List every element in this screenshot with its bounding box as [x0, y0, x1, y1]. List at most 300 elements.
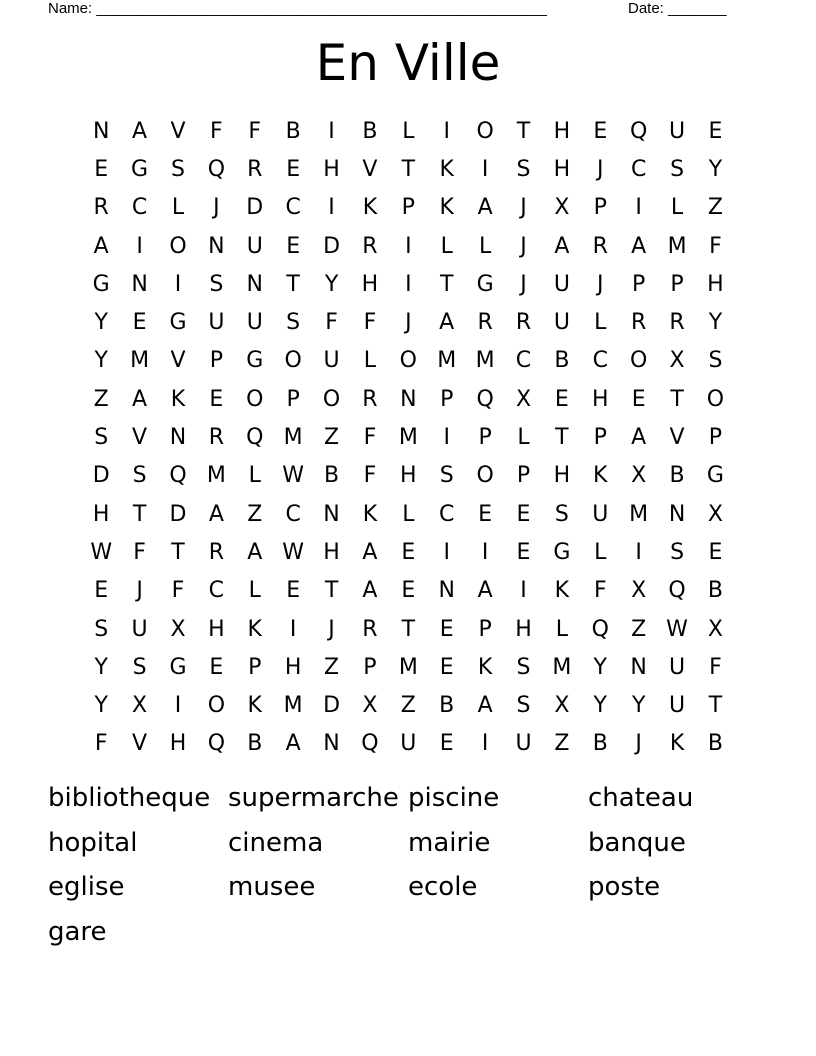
grid-cell: E: [593, 118, 608, 144]
grid-cell: S: [516, 693, 531, 719]
grid-cell: L: [248, 578, 261, 604]
grid-cell: M: [475, 348, 495, 374]
grid-cell: F: [709, 654, 722, 680]
grid-cell: Z: [631, 616, 647, 642]
grid-cell: X: [554, 693, 570, 719]
grid-cell: R: [247, 156, 263, 182]
grid-cell: E: [516, 501, 531, 527]
grid-cell: X: [170, 616, 186, 642]
grid-cell: A: [477, 195, 493, 221]
grid-cell: K: [247, 616, 262, 642]
grid-cell: H: [515, 616, 532, 642]
grid-cell: X: [631, 463, 647, 489]
grid-cell: U: [669, 654, 686, 680]
grid-cell: J: [520, 195, 527, 221]
grid-cell: I: [481, 156, 489, 182]
grid-cell: A: [285, 731, 301, 757]
grid-cell: C: [285, 195, 301, 221]
grid-cell: H: [169, 731, 187, 757]
grid-cell: S: [170, 156, 185, 182]
grid-cell: P: [286, 386, 300, 412]
grid-cell: I: [520, 578, 527, 604]
grid-cell: R: [631, 310, 647, 336]
grid-cell: F: [210, 118, 223, 144]
grid-cell: X: [669, 348, 685, 374]
grid-cell: T: [670, 386, 684, 412]
grid-cell: E: [94, 156, 109, 182]
grid-cell: S: [94, 616, 109, 642]
grid-cell: E: [631, 386, 646, 412]
grid-cell: Q: [668, 578, 686, 604]
grid-cell: M: [130, 348, 150, 374]
grid-cell: E: [439, 731, 454, 757]
grid-cell: T: [401, 616, 416, 642]
grid-cell: B: [323, 463, 340, 489]
grid-cell: S: [209, 271, 224, 297]
grid-cell: F: [363, 463, 377, 489]
grid-cell: L: [594, 539, 607, 565]
grid-cell: A: [439, 310, 455, 336]
grid-cell: C: [592, 348, 608, 374]
grid-cell: D: [323, 693, 341, 719]
grid-cell: X: [707, 616, 723, 642]
grid-cell: P: [363, 654, 377, 680]
grid-cell: X: [554, 195, 570, 221]
grid-cell: K: [477, 654, 493, 680]
grid-cell: Y: [708, 310, 723, 336]
grid-cell: H: [400, 463, 417, 489]
grid-cell: C: [515, 348, 532, 374]
grid-cell: E: [516, 539, 531, 565]
grid-cell: O: [284, 348, 302, 374]
grid-cell: C: [208, 578, 225, 604]
grid-cell: J: [405, 310, 412, 336]
grid-cell: J: [328, 616, 335, 642]
grid-cell: O: [322, 386, 341, 412]
grid-cell: J: [597, 271, 604, 297]
grid-cell: Y: [94, 348, 108, 374]
word-list-item: ecole: [408, 872, 478, 902]
grid-cell: C: [131, 195, 148, 221]
grid-cell: S: [132, 654, 147, 680]
word-list-item: cinema: [228, 827, 324, 858]
grid-cell: A: [554, 233, 570, 259]
grid-cell: U: [669, 693, 686, 719]
grid-cell: B: [554, 348, 570, 374]
grid-cell: I: [328, 118, 335, 144]
grid-cell: G: [246, 348, 264, 374]
grid-cell: L: [555, 616, 569, 642]
word-list-item: poste: [588, 872, 661, 902]
grid-cell: C: [285, 501, 301, 527]
grid-cell: E: [439, 616, 454, 642]
grid-cell: Q: [591, 616, 609, 642]
grid-cell: I: [635, 539, 642, 565]
grid-cell: Y: [593, 693, 607, 719]
grid-cell: E: [209, 386, 224, 412]
grid-cell: K: [247, 693, 262, 719]
grid-cell: R: [208, 425, 225, 451]
grid-cell: X: [362, 693, 378, 719]
grid-cell: L: [171, 195, 185, 221]
grid-cell: Q: [246, 425, 264, 451]
grid-cell: K: [170, 386, 186, 412]
grid-cell: B: [247, 731, 263, 757]
grid-cell: H: [284, 654, 302, 680]
grid-cell: M: [629, 501, 649, 527]
grid-cell: B: [362, 118, 378, 144]
grid-cell: L: [440, 233, 453, 259]
word-list-item: chateau: [588, 783, 694, 813]
grid-cell: H: [707, 271, 724, 297]
grid-cell: N: [131, 271, 148, 297]
grid-cell: Y: [631, 693, 646, 719]
grid-cell: F: [325, 310, 338, 336]
word-list-item: banque: [588, 827, 686, 858]
grid-cell: P: [708, 425, 723, 451]
grid-cell: Z: [324, 425, 340, 451]
grid-cell: V: [170, 348, 186, 374]
grid-cell: Y: [708, 156, 723, 182]
grid-cell: U: [553, 271, 570, 297]
grid-cell: C: [630, 156, 647, 182]
grid-cell: H: [208, 616, 225, 642]
grid-cell: E: [286, 233, 301, 259]
grid-cell: F: [248, 118, 262, 144]
grid-cell: E: [286, 578, 301, 604]
grid-cell: R: [362, 616, 378, 642]
grid-cell: P: [478, 425, 492, 451]
word-list: [48, 776, 768, 954]
grid-cell: H: [553, 463, 571, 489]
grid-cell: J: [597, 156, 604, 182]
page-title: En Ville: [315, 34, 501, 92]
grid-cell: F: [363, 425, 377, 451]
grid-cell: M: [552, 654, 572, 680]
grid-cell: K: [439, 195, 454, 221]
grid-cell: L: [517, 425, 530, 451]
grid-cell: N: [630, 654, 647, 680]
grid-cell: T: [324, 578, 339, 604]
grid-cell: X: [132, 693, 148, 719]
grid-cell: V: [132, 731, 148, 757]
grid-cell: U: [208, 310, 225, 336]
grid-cell: M: [398, 425, 418, 451]
grid-cell: E: [401, 578, 416, 604]
grid-cell: M: [283, 425, 303, 451]
grid-cell: O: [207, 693, 226, 719]
word-list-item: eglise: [48, 872, 125, 902]
grid-cell: X: [707, 501, 723, 527]
grid-cell: A: [477, 578, 493, 604]
grid-cell: T: [439, 271, 454, 297]
name-field: Name: ______________________________________________________: [48, 0, 547, 17]
grid-cell: U: [553, 310, 570, 336]
grid-cell: Q: [169, 463, 187, 489]
grid-cell: P: [440, 386, 454, 412]
grid-cell: A: [247, 539, 263, 565]
grid-cell: R: [93, 195, 109, 221]
grid-cell: U: [515, 731, 532, 757]
letter-grid: [82, 112, 735, 763]
grid-cell: V: [170, 118, 186, 144]
grid-cell: S: [439, 463, 454, 489]
grid-cell: K: [362, 195, 378, 221]
grid-cell: A: [208, 501, 224, 527]
grid-cell: D: [169, 501, 187, 527]
grid-cell: T: [401, 156, 416, 182]
grid-cell: I: [481, 731, 489, 757]
grid-cell: L: [248, 463, 261, 489]
grid-cell: U: [131, 616, 148, 642]
grid-cell: T: [132, 501, 147, 527]
grid-cell: P: [632, 271, 646, 297]
word-list-item: hopital: [48, 827, 138, 858]
grid-cell: Z: [400, 693, 416, 719]
grid-cell: W: [90, 539, 113, 565]
grid-cell: P: [593, 425, 607, 451]
grid-cell: V: [362, 156, 378, 182]
word-list-item: mairie: [408, 827, 491, 858]
grid-cell: I: [405, 271, 412, 297]
grid-cell: T: [516, 118, 531, 144]
grid-cell: N: [323, 501, 340, 527]
grid-cell: N: [246, 271, 263, 297]
grid-cell: Y: [94, 654, 108, 680]
grid-cell: M: [206, 463, 226, 489]
grid-cell: L: [594, 310, 607, 336]
grid-cell: E: [132, 310, 147, 336]
grid-cell: S: [516, 156, 531, 182]
grid-cell: N: [438, 578, 455, 604]
grid-cell: L: [402, 118, 415, 144]
grid-cell: I: [635, 195, 642, 221]
grid-cell: L: [670, 195, 684, 221]
grid-cell: I: [136, 233, 143, 259]
grid-cell: U: [669, 118, 686, 144]
word-list-item: gare: [48, 916, 107, 947]
grid-cell: M: [667, 233, 687, 259]
grid-cell: S: [670, 156, 685, 182]
grid-cell: G: [169, 310, 187, 336]
grid-cell: I: [289, 616, 297, 642]
grid-cell: Z: [554, 731, 570, 757]
word-list-item: supermarche: [228, 783, 399, 813]
grid-cell: A: [631, 425, 647, 451]
grid-cell: S: [132, 463, 147, 489]
grid-cell: G: [706, 463, 724, 489]
header-line: [48, 0, 748, 22]
grid-cell: T: [171, 539, 185, 565]
grid-cell: Z: [707, 195, 723, 221]
grid-cell: E: [708, 539, 723, 565]
grid-cell: K: [669, 731, 685, 757]
grid-cell: J: [635, 731, 642, 757]
grid-cell: G: [131, 156, 149, 182]
grid-cell: A: [93, 233, 109, 259]
grid-cell: R: [208, 539, 225, 565]
grid-cell: S: [516, 654, 531, 680]
grid-cell: E: [439, 654, 454, 680]
grid-cell: I: [443, 539, 450, 565]
grid-cell: H: [323, 156, 340, 182]
grid-cell: C: [439, 501, 455, 527]
grid-cell: P: [401, 195, 415, 221]
grid-cell: V: [132, 425, 148, 451]
grid-cell: H: [553, 156, 571, 182]
grid-cell: U: [246, 310, 263, 336]
grid-cell: A: [631, 233, 647, 259]
grid-cell: M: [437, 348, 457, 374]
grid-cell: B: [592, 731, 608, 757]
grid-cell: I: [328, 195, 335, 221]
grid-cell: I: [174, 693, 182, 719]
grid-cell: B: [669, 463, 685, 489]
grid-cell: N: [323, 731, 340, 757]
grid-cell: D: [92, 463, 110, 489]
grid-cell: R: [515, 310, 532, 336]
grid-cell: F: [94, 731, 108, 757]
grid-cell: D: [246, 195, 264, 221]
grid-cell: E: [478, 501, 493, 527]
grid-cell: M: [398, 654, 418, 680]
grid-cell: U: [592, 501, 609, 527]
grid-cell: D: [323, 233, 341, 259]
grid-cell: R: [592, 233, 608, 259]
grid-cell: T: [286, 271, 300, 297]
grid-cell: U: [246, 233, 263, 259]
grid-cell: I: [174, 271, 182, 297]
grid-cell: U: [323, 348, 340, 374]
grid-cell: Y: [324, 271, 339, 297]
grid-cell: F: [709, 233, 722, 259]
grid-cell: R: [669, 310, 685, 336]
grid-cell: I: [481, 539, 489, 565]
grid-cell: Q: [361, 731, 379, 757]
grid-cell: Q: [207, 156, 226, 182]
grid-cell: N: [400, 386, 417, 412]
grid-cell: H: [92, 501, 110, 527]
grid-cell: L: [363, 348, 377, 374]
grid-cell: S: [708, 348, 723, 374]
grid-cell: B: [707, 731, 723, 757]
grid-cell: M: [283, 693, 303, 719]
grid-cell: I: [443, 118, 450, 144]
grid-cell: Q: [207, 731, 226, 757]
grid-cell: N: [92, 118, 110, 144]
grid-cell: P: [670, 271, 684, 297]
grid-cell: T: [555, 425, 569, 451]
grid-cell: L: [402, 501, 415, 527]
grid-cell: P: [593, 195, 607, 221]
grid-cell: Q: [476, 386, 494, 412]
grid-cell: N: [169, 425, 187, 451]
grid-cell: E: [209, 654, 224, 680]
grid-cell: O: [630, 348, 648, 374]
grid-cell: A: [362, 539, 378, 565]
grid-cell: U: [400, 731, 417, 757]
grid-cell: F: [133, 539, 146, 565]
grid-cell: R: [477, 310, 493, 336]
grid-cell: L: [478, 233, 492, 259]
word-list-item: piscine: [408, 783, 500, 813]
grid-cell: E: [286, 156, 301, 182]
grid-cell: S: [94, 425, 109, 451]
grid-cell: Y: [94, 693, 108, 719]
grid-cell: W: [282, 539, 305, 565]
grid-cell: R: [362, 233, 378, 259]
grid-cell: J: [520, 233, 527, 259]
grid-cell: O: [246, 386, 264, 412]
grid-cell: A: [477, 693, 493, 719]
grid-cell: F: [363, 310, 377, 336]
grid-cell: J: [213, 195, 220, 221]
grid-cell: S: [670, 539, 685, 565]
grid-cell: A: [362, 578, 378, 604]
grid-cell: K: [554, 578, 570, 604]
grid-cell: O: [169, 233, 187, 259]
word-list-item: musee: [228, 872, 316, 902]
grid-cell: I: [443, 425, 450, 451]
grid-cell: W: [666, 616, 688, 642]
grid-cell: A: [132, 386, 148, 412]
grid-cell: G: [553, 539, 571, 565]
grid-cell: P: [478, 616, 492, 642]
grid-cell: Q: [630, 118, 648, 144]
word-list-item: bibliotheque: [48, 783, 211, 813]
grid-cell: Z: [93, 386, 109, 412]
grid-cell: B: [285, 118, 301, 144]
grid-cell: X: [515, 386, 532, 412]
grid-cell: G: [169, 654, 187, 680]
grid-cell: H: [553, 118, 571, 144]
grid-cell: G: [92, 271, 110, 297]
grid-cell: Z: [247, 501, 263, 527]
grid-cell: V: [669, 425, 685, 451]
grid-cell: T: [708, 693, 723, 719]
grid-cell: X: [631, 578, 647, 604]
grid-cell: E: [708, 118, 723, 144]
grid-cell: K: [362, 501, 378, 527]
grid-cell: P: [248, 654, 262, 680]
grid-cell: P: [516, 463, 531, 489]
grid-cell: R: [362, 386, 378, 412]
grid-cell: N: [668, 501, 686, 527]
grid-cell: O: [476, 118, 494, 144]
grid-cell: N: [208, 233, 225, 259]
grid-cell: E: [554, 386, 569, 412]
grid-cell: K: [439, 156, 454, 182]
grid-cell: J: [520, 271, 527, 297]
grid-cell: W: [282, 463, 305, 489]
grid-cell: J: [136, 578, 143, 604]
grid-cell: G: [476, 271, 494, 297]
grid-cell: I: [405, 233, 412, 259]
grid-cell: F: [593, 578, 607, 604]
date-field: Date: _______: [628, 0, 727, 17]
grid-cell: B: [707, 578, 723, 604]
grid-cell: O: [706, 386, 725, 412]
grid-cell: S: [554, 501, 569, 527]
grid-cell: F: [171, 578, 185, 604]
grid-cell: K: [593, 463, 608, 489]
grid-cell: H: [592, 386, 609, 412]
grid-cell: H: [361, 271, 379, 297]
grid-cell: O: [476, 463, 494, 489]
grid-cell: A: [132, 118, 148, 144]
grid-cell: E: [94, 578, 109, 604]
grid-cell: Y: [94, 310, 108, 336]
